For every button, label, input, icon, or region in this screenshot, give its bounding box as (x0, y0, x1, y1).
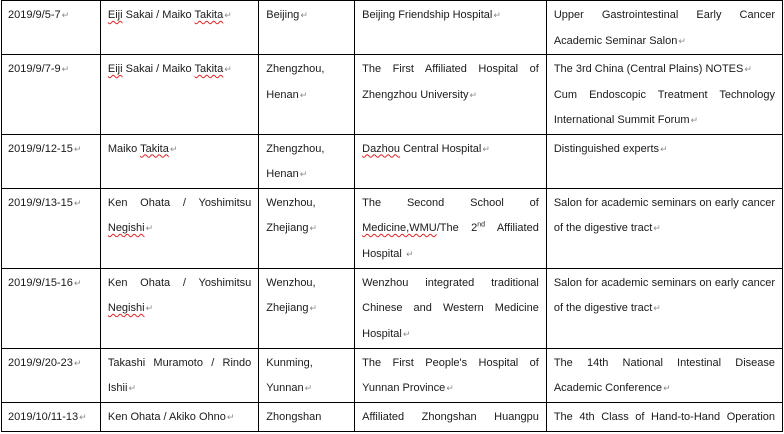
people-cell: Maiko Takita↵ (100, 134, 258, 188)
date-cell: 2019/10/11-13↵ (2, 402, 101, 431)
table-row (2, 268, 783, 348)
table-row (2, 402, 783, 431)
event-cell: Salon for academic seminars on early cancer of the digestive tract↵ (546, 188, 782, 268)
city-cell: Kunming, Yunnan↵ (259, 348, 355, 402)
people-cell: Takashi Muramoto / Rindo Ishii↵ (100, 348, 258, 402)
event-cell: Distinguished experts↵ (546, 134, 782, 188)
people-cell: Eiji Sakai / Maiko Takita↵ (100, 55, 258, 135)
venue-cell: Beijing Friendship Hospital↵ (355, 1, 547, 55)
event-cell: Salon for academic seminars on early cancer of the digestive tract↵ (546, 268, 782, 348)
event-cell: The 3rd China (Central Plains) NOTES↵ Cum Endoscopic Treatment Technology International Summit Forum↵ (546, 55, 782, 135)
venue-cell: The First Affiliated Hospital of Zhengzhou University↵ (355, 55, 547, 135)
event-cell: The 14th National Intestinal Disease Academic Conference↵ (546, 348, 782, 402)
city-cell: Zhengzhou, Henan↵ (259, 55, 355, 135)
venue-cell: The Second School of Medicine,WMU/The 2nd Affiliated Hospital ↵ (355, 188, 547, 268)
table-row (2, 1, 783, 55)
date-cell: 2019/9/15-16↵ (2, 268, 101, 348)
people-cell: Eiji Sakai / Maiko Takita↵ (100, 1, 258, 55)
people-cell: Ken Ohata / Yoshimitsu Negishi↵ (100, 268, 258, 348)
table-row (2, 55, 783, 135)
venue-cell: Affiliated Zhongshan Huangpu (355, 402, 547, 431)
venue-cell: Wenzhou integrated traditional Chinese and Western Medicine Hospital↵ (355, 268, 547, 348)
venue-cell: Dazhou Central Hospital↵ (355, 134, 547, 188)
event-cell: Upper Gastrointestinal Early Cancer Academic Seminar Salon↵ (546, 1, 782, 55)
table-row (2, 348, 783, 402)
table-row (2, 134, 783, 188)
date-cell: 2019/9/20-23↵ (2, 348, 101, 402)
date-cell: 2019/9/5-7↵ (2, 1, 101, 55)
date-cell: 2019/9/13-15↵ (2, 188, 101, 268)
city-cell: Beijing↵ (259, 1, 355, 55)
city-cell: Zhengzhou, Henan↵ (259, 134, 355, 188)
people-cell: Ken Ohata / Akiko Ohno↵ (100, 402, 258, 431)
city-cell: Wenzhou, Zhejiang↵ (259, 268, 355, 348)
date-cell: 2019/9/7-9↵ (2, 55, 101, 135)
date-cell: 2019/9/12-15↵ (2, 134, 101, 188)
city-cell: Wenzhou, Zhejiang↵ (259, 188, 355, 268)
event-cell: The 4th Class of Hand-to-Hand Operation (546, 402, 782, 431)
schedule-table (1, 0, 783, 432)
venue-cell: The First People's Hospital of Yunnan Province↵ (355, 348, 547, 402)
people-cell: Ken Ohata / Yoshimitsu Negishi↵ (100, 188, 258, 268)
city-cell: Zhongshan (259, 402, 355, 431)
table-row (2, 188, 783, 268)
